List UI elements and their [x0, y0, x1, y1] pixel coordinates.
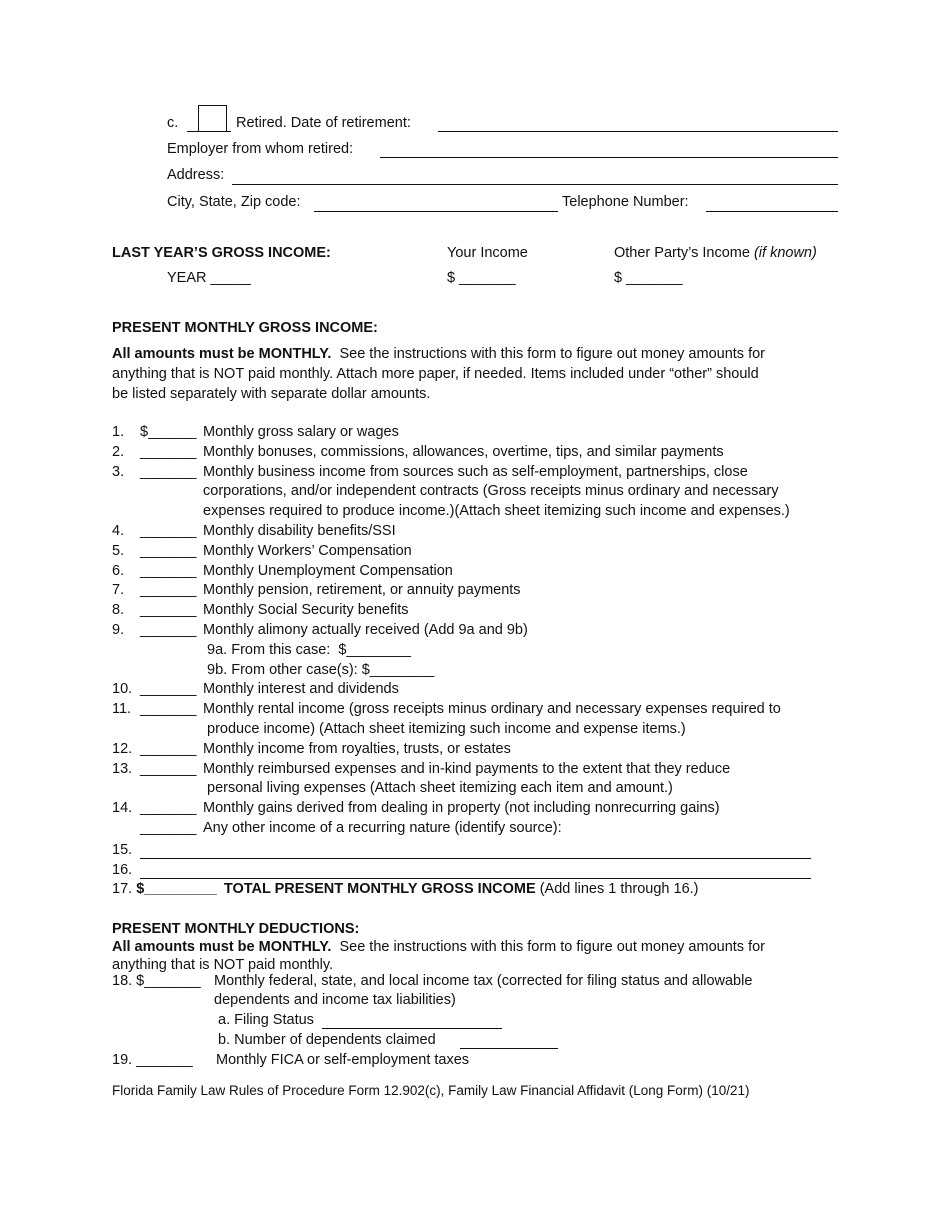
total-label: TOTAL PRESENT MONTHLY GROSS INCOME [223, 881, 536, 897]
item-text: Monthly rental income (gross receipts minus ordinary and necessary expenses required to [203, 701, 781, 718]
note-line-3: be listed separately with separate dollar amounts. [112, 386, 431, 402]
phone-label: Telephone Number: [562, 194, 689, 210]
item-amount-field[interactable]: _______ [140, 800, 197, 817]
item-text: Monthly bonuses, commissions, allowances, overtime, tips, and similar payments [203, 443, 724, 460]
item-text: expenses required to produce income.)(Attach sheet itemizing such income and expenses.) [203, 503, 790, 520]
address-field[interactable] [232, 184, 838, 185]
deductions-heading: PRESENT MONTHLY DEDUCTIONS: [112, 921, 360, 937]
item-amount-field[interactable]: _______ [140, 443, 197, 460]
item-amount-field[interactable]: _______ [140, 681, 197, 698]
employer-field[interactable] [380, 157, 838, 158]
deductions-note [112, 938, 765, 974]
item-text: 9a. From this case: $________ [203, 641, 411, 658]
retired-label: Retired. Date of retirement: [236, 115, 411, 131]
item-number: 8. [112, 602, 125, 619]
item-number: 3. [112, 463, 125, 480]
note-bold: All amounts must be MONTHLY. [112, 346, 332, 362]
item-text: corporations, and/or independent contracts (Gross receipts minus ordinary and necessary [203, 483, 779, 500]
item-text: Monthly Workers’ Compensation [203, 542, 412, 559]
city-field[interactable] [314, 211, 558, 212]
your-income-field[interactable]: $ _______ [447, 270, 516, 286]
item-amount-field[interactable]: _______ [140, 740, 197, 757]
item-19-number[interactable]: 19. _______ [112, 1052, 193, 1068]
total-row [112, 881, 699, 897]
employer-label: Employer from whom retired: [167, 141, 354, 157]
item-amount-field[interactable]: _______ [140, 523, 197, 539]
phone-field[interactable] [706, 211, 838, 212]
item-number: 11. [112, 701, 132, 718]
item-number: 13. [112, 760, 133, 777]
line-15-number: 15. [112, 842, 133, 858]
item-19-text: Monthly FICA or self-employment taxes [216, 1052, 470, 1068]
dependents-field[interactable] [460, 1048, 558, 1049]
line-16-number: 16. [112, 862, 133, 878]
total-note: (Add lines 1 through 16.) [539, 881, 699, 897]
filing-status-field[interactable] [322, 1028, 502, 1029]
retirement-date-field[interactable] [438, 131, 838, 132]
present-income-heading: PRESENT MONTHLY GROSS INCOME: [112, 320, 378, 336]
address-label: Address: [167, 167, 225, 183]
item-text: Monthly gains derived from dealing in property (not including nonrecurring gains) [203, 800, 720, 817]
item-amount-field[interactable]: _______ [140, 602, 197, 619]
total-field[interactable]: $_________ [136, 881, 217, 897]
item-number: 10. [112, 681, 133, 698]
item-number: 1. [112, 424, 125, 440]
your-income-heading: Your Income [447, 245, 528, 261]
item-number: 6. [112, 562, 125, 579]
deductions-note-line-2: anything that is NOT paid monthly. [112, 957, 334, 973]
if-known-label: (if known) [753, 245, 817, 261]
item-number: 2. [112, 443, 125, 460]
deductions-note-line-1: See the instructions with this form to figure out money amounts for [331, 939, 765, 955]
item-text: Any other income of a recurring nature (identify source): [203, 820, 562, 836]
present-income-note [112, 344, 842, 404]
item-amount-field[interactable]: _______ [140, 760, 197, 777]
item-number: 4. [112, 523, 125, 539]
dependents-label: b. Number of dependents claimed [218, 1032, 436, 1048]
other-party-heading [614, 245, 817, 261]
item-text: Monthly disability benefits/SSI [203, 523, 396, 539]
item-text: Monthly income from royalties, trusts, or estates [203, 740, 511, 757]
item-text: produce income) (Attach sheet itemizing such income and expense items.) [203, 721, 686, 737]
item-text: Monthly reimbursed expenses and in-kind payments to the extent that they reduce [203, 760, 731, 777]
item-amount-field[interactable]: _______ [140, 542, 197, 559]
item-text: Monthly interest and dividends [203, 681, 399, 698]
item-number: 9. [112, 622, 125, 638]
form-footer: Florida Family Law Rules of Procedure Form 12.902(c), Family Law Financial Affidavit (Long Form) (10/21) [112, 1083, 750, 1098]
item-text: personal living expenses (Attach sheet itemizing each item and amount.) [203, 780, 673, 797]
item-number: 14. [112, 800, 133, 817]
year-field[interactable]: YEAR _____ [167, 270, 251, 286]
item-text: Monthly Unemployment Compensation [203, 562, 453, 579]
item-amount-field[interactable]: $______ [140, 424, 197, 440]
deductions-note-bold: All amounts must be MONTHLY. [112, 939, 332, 955]
item-amount-field[interactable]: _______ [140, 562, 197, 579]
item-text: Monthly alimony actually received (Add 9a and 9b) [203, 622, 528, 638]
item-18-number[interactable]: 18. $_______ [112, 973, 201, 989]
item-number: 12. [112, 740, 133, 757]
item-number: 7. [112, 582, 125, 599]
item-18-text-2: dependents and income tax liabilities) [214, 992, 456, 1008]
retired-checkbox[interactable] [198, 105, 227, 132]
item-18-text-1: Monthly federal, state, and local income tax (corrected for filing status and allowable [214, 973, 753, 989]
line-15-field[interactable] [140, 858, 811, 859]
item-text: Monthly business income from sources such as self-employment, partnerships, close [203, 463, 748, 480]
note-line-2: anything that is NOT paid monthly. Attach more paper, if needed. Items included under “other” should [112, 366, 759, 382]
retired-letter: c. [167, 115, 179, 131]
item-amount-field[interactable]: _______ [140, 622, 197, 638]
last-year-heading: LAST YEAR’S GROSS INCOME: [112, 245, 331, 261]
total-number: 17. [112, 881, 133, 897]
item-amount-field[interactable]: _______ [140, 701, 197, 718]
filing-status-label: a. Filing Status [218, 1012, 314, 1028]
item-text: Monthly gross salary or wages [203, 424, 399, 440]
other-income-field[interactable]: $ _______ [614, 270, 683, 286]
item-text: Monthly pension, retirement, or annuity payments [203, 582, 521, 599]
item-amount-field[interactable]: _______ [140, 582, 197, 599]
line-16-field[interactable] [140, 878, 811, 879]
other-party-label: Other Party’s Income [614, 245, 750, 261]
item-text: 9b. From other case(s): $________ [203, 661, 435, 678]
item-amount-field[interactable]: _______ [140, 820, 197, 836]
note-line-1: See the instructions with this form to figure out money amounts for [331, 346, 765, 362]
city-label: City, State, Zip code: [167, 194, 301, 210]
item-number: 5. [112, 542, 125, 559]
item-amount-field[interactable]: _______ [140, 463, 197, 480]
item-text: Monthly Social Security benefits [203, 602, 409, 619]
